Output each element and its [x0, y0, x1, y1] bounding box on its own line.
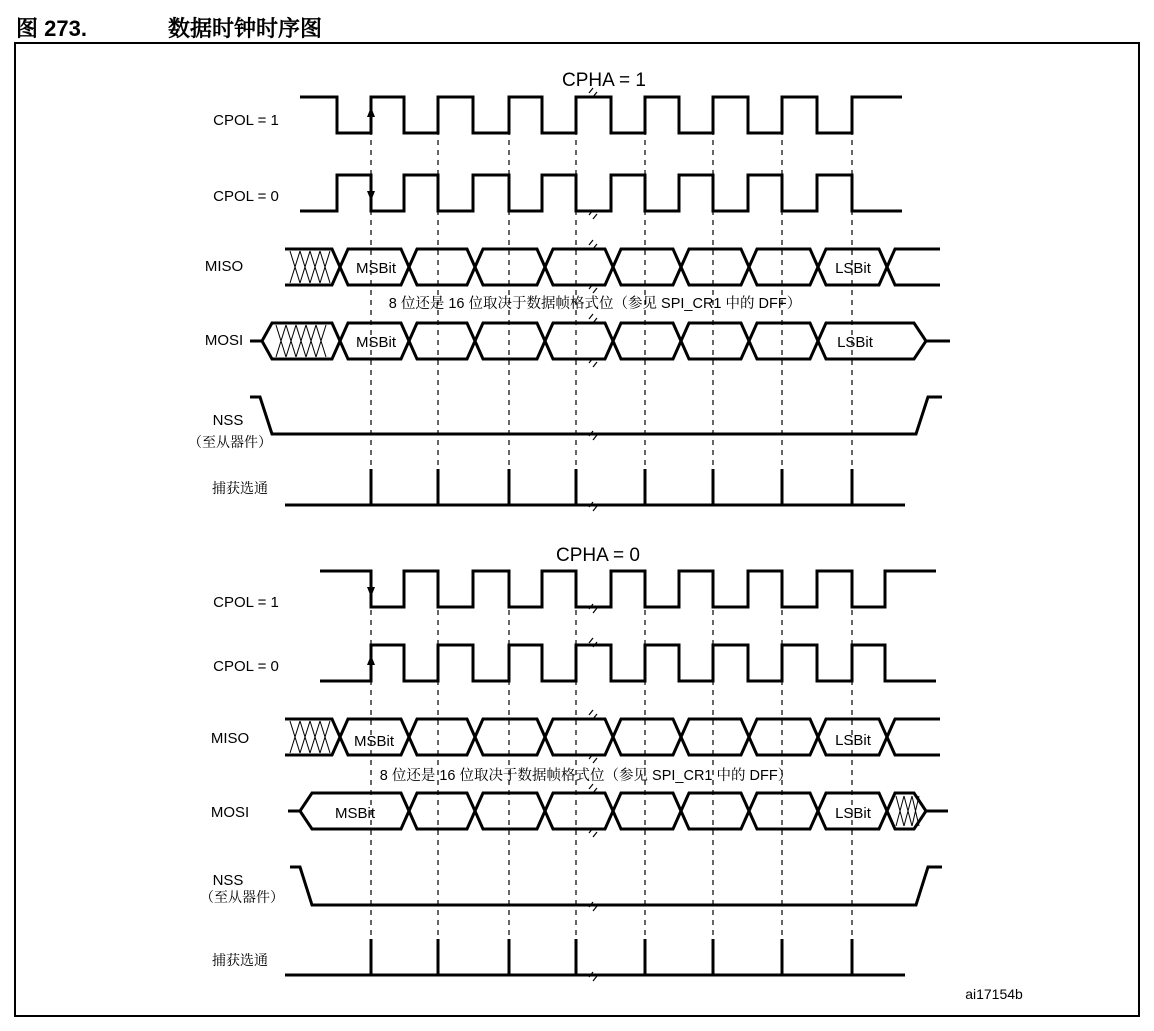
cpol1-label: CPOL = 1 [213, 112, 279, 129]
cpol1-edge-arrow [367, 587, 375, 597]
cpol1-clock-waveform [300, 97, 902, 133]
miso-msbit-label: MSBit [355, 260, 397, 277]
nss-sublabel: （至从器件） [200, 889, 284, 905]
section-cpha1 [188, 70, 950, 511]
miso-undefined-hatch [290, 251, 330, 283]
frame-width-note: 8 位还是 16 位取决于数据帧格式位（参见 SPI_CR1 中的 DFF） [379, 768, 793, 784]
mosi-lsbit-label: LSBit [835, 805, 871, 822]
capture-strobe [285, 469, 905, 505]
capture-strobe [285, 939, 905, 975]
cpol0-label: CPOL = 0 [213, 658, 279, 675]
cpol0-edge-arrow [367, 655, 375, 665]
nss-waveform [290, 867, 942, 905]
capture-label: 捕获选通 [212, 952, 268, 968]
cpol1-label: CPOL = 1 [213, 594, 279, 611]
mosi-undefined-hatch [896, 796, 919, 826]
miso-label: MISO [210, 730, 250, 747]
cpol0-clock-waveform [300, 175, 902, 211]
mosi-msbit-label: MSBit [334, 805, 376, 822]
frame-width-note: 8 位还是 16 位取决于数据帧格式位（参见 SPI_CR1 中的 DFF） [388, 296, 802, 312]
cpol1-edge-arrow [367, 107, 375, 117]
mosi-label: MOSI [210, 804, 250, 821]
capture-label: 捕获选通 [212, 480, 268, 496]
nss-label: NSS [212, 872, 244, 889]
cpol0-edge-arrow [367, 191, 375, 201]
mosi-label: MOSI [204, 332, 244, 349]
miso-msbit-label: MSBit [353, 733, 395, 750]
section-title-cpha0: CPHA = 0 [556, 545, 640, 566]
nss-waveform [250, 397, 942, 434]
miso-lsbit-label: LSBit [835, 732, 871, 749]
mosi-undefined-hatch [276, 325, 326, 357]
mosi-msbit-label: MSBit [355, 334, 397, 351]
mosi-lsbit-label: LSBit [837, 334, 873, 351]
miso-label: MISO [204, 258, 244, 275]
cpol0-clock-waveform [320, 645, 936, 681]
section-cpha0 [200, 545, 948, 981]
cpol0-label: CPOL = 0 [213, 188, 279, 205]
section-title-cpha1: CPHA = 1 [562, 70, 646, 91]
cpol1-clock-waveform [320, 571, 936, 607]
miso-undefined-hatch [290, 721, 330, 753]
nss-sublabel: （至从器件） [188, 434, 272, 450]
figure-code: ai17154b [965, 986, 1023, 1002]
nss-label: NSS [212, 412, 244, 429]
figure-title: 数据时钟时序图 [168, 16, 323, 41]
figure-number: 图 273. [16, 16, 87, 41]
miso-lsbit-label: LSBit [835, 260, 871, 277]
